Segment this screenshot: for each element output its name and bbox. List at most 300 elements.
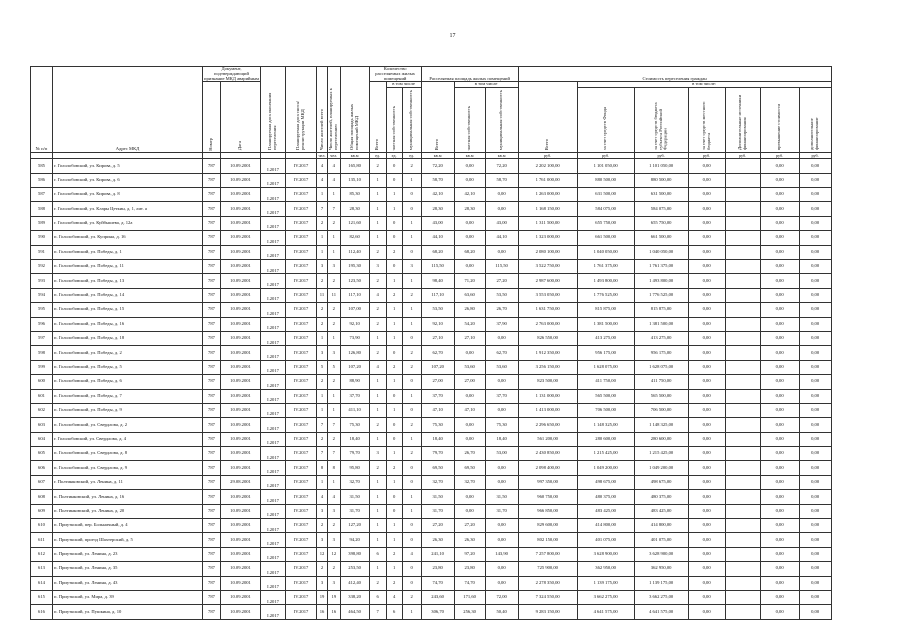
resettlement-date-cell: I.2017 xyxy=(261,188,286,202)
residents-planned-cell: 4 xyxy=(328,173,341,187)
unit-cell: ед. xyxy=(402,153,421,159)
resettlement-date-cell: I.2017 xyxy=(261,173,286,187)
doc-date-cell: 10.09.2001 xyxy=(221,533,261,547)
cost-extra-cell xyxy=(725,259,760,273)
rooms-municipal-cell: 1 xyxy=(402,389,421,403)
cost-extra-add-cell: 0,00 xyxy=(799,202,831,216)
area-total-cell: 243,60 xyxy=(421,590,454,604)
cost-extra-add-cell: 0,00 xyxy=(799,605,831,619)
cost-extra-add-cell: 0,00 xyxy=(799,245,831,259)
table-row xyxy=(31,403,832,417)
rooms-municipal-cell: 0 xyxy=(402,461,421,475)
doc-number-cell: 787 xyxy=(203,533,221,547)
cost-subject-cell: 3 662 275,00 xyxy=(634,590,688,604)
row-number: 616 xyxy=(31,605,53,619)
cost-local-cell: 0,00 xyxy=(688,331,725,345)
area-municipal-cell: 43,00 xyxy=(485,216,518,230)
table-row xyxy=(31,317,832,331)
area-private-cell: 42,10 xyxy=(454,188,485,202)
doc-number-cell: 787 xyxy=(203,461,221,475)
cost-total-cell: 7 324 550,00 xyxy=(518,590,577,604)
rooms-municipal-cell: 2 xyxy=(402,447,421,461)
area-private-cell: 26,30 xyxy=(454,533,485,547)
rooms-total-cell: 3 xyxy=(369,259,386,273)
total-area-cell: 75,30 xyxy=(340,418,369,432)
doc-date-cell: 10.09.2001 xyxy=(221,317,261,331)
area-private-cell: 74,70 xyxy=(454,576,485,590)
doc-date-cell: 10.09.2001 xyxy=(221,331,261,345)
row-number: 596 xyxy=(31,317,53,331)
cost-total-cell: 3 553 050,00 xyxy=(518,288,577,302)
demolition-date-cell: IV.2017 xyxy=(286,331,317,345)
area-total-cell: 28,30 xyxy=(421,202,454,216)
rooms-municipal-cell: 4 xyxy=(402,547,421,561)
address-cell: п. Гололобовский, ул. Победы, д. 14 xyxy=(53,288,203,302)
cost-extra-cell xyxy=(725,288,760,302)
cost-fund-cell: 362 950,00 xyxy=(577,562,634,576)
area-municipal-cell: 0,00 xyxy=(485,475,518,489)
cost-local-cell: 0,00 xyxy=(688,504,725,518)
demolition-date-cell: IV.2017 xyxy=(286,360,317,374)
address-cell: п. Гололобовский, ул. Победы, д. 2 xyxy=(53,346,203,360)
row-number: 593 xyxy=(31,274,53,288)
rooms-total-cell: 2 xyxy=(369,576,386,590)
doc-date-cell: 10.09.2001 xyxy=(221,274,261,288)
address-cell: п. Гололобовский, ул. Победы, д. 15 xyxy=(53,303,203,317)
demolition-date-cell: IV.2017 xyxy=(286,490,317,504)
rooms-private-cell: 1 xyxy=(386,202,402,216)
row-number: 605 xyxy=(31,447,53,461)
rooms-municipal-cell: 0 xyxy=(402,576,421,590)
row-number: 611 xyxy=(31,533,53,547)
cost-extra-add-cell: 0,00 xyxy=(799,346,831,360)
doc-date-cell: 10.09.2001 xyxy=(221,259,261,273)
rooms-total-cell: 1 xyxy=(369,375,386,389)
address-cell: п. Гололобовский, ул. Победы, д. 11 xyxy=(53,259,203,273)
cost-extra-over-cell: 0,00 xyxy=(760,475,799,489)
address-cell: п. Приуткский, ул. Ленина, д. 35 xyxy=(53,562,203,576)
rooms-municipal-cell: 1 xyxy=(402,231,421,245)
address-cell: п. Приуткский, ул. Мира, д. 39 xyxy=(53,590,203,604)
cost-extra-cell xyxy=(725,533,760,547)
cost-subject-cell: 1 148 325,00 xyxy=(634,418,688,432)
address-cell: п. Гололобовский, ул. Победы, д. 1 xyxy=(53,245,203,259)
cost-extra-add-cell: 0,00 xyxy=(799,475,831,489)
area-total-cell: 53,50 xyxy=(421,303,454,317)
residents-planned-cell: 3 xyxy=(328,576,341,590)
unit-cell: кв.м xyxy=(340,153,369,159)
residents-planned-cell: 1 xyxy=(328,245,341,259)
rooms-total-cell: 1 xyxy=(369,216,386,230)
residents-planned-cell: 3 xyxy=(328,346,341,360)
cost-total-cell: 3 522 750,00 xyxy=(518,259,577,273)
cost-extra-add-cell: 0,00 xyxy=(799,303,831,317)
doc-date-cell: 10.09.2001 xyxy=(221,303,261,317)
cost-subject-cell: 706 500,00 xyxy=(634,403,688,417)
cost-subject-cell: 956 175,00 xyxy=(634,346,688,360)
cost-local-cell: 0,00 xyxy=(688,389,725,403)
rooms-private-cell: 2 xyxy=(386,576,402,590)
address-cell: п. Гололобовский, ул. Победы, д. 7 xyxy=(53,389,203,403)
row-number: 594 xyxy=(31,288,53,302)
resettlement-table xyxy=(30,66,832,620)
residents-total-cell: 2 xyxy=(317,216,328,230)
area-private-cell: 26,70 xyxy=(454,447,485,461)
cost-subject-cell: 1 139 175,00 xyxy=(634,576,688,590)
cost-total-cell: 2 987 600,00 xyxy=(518,274,577,288)
cost-extra-add-cell: 0,00 xyxy=(799,533,831,547)
area-municipal-cell: 50,40 xyxy=(485,605,518,619)
cost-subject-cell: 362 950,00 xyxy=(634,562,688,576)
cost-fund-cell: 880 500,00 xyxy=(577,173,634,187)
cost-extra-add-cell: 0,00 xyxy=(799,504,831,518)
cost-extra-add-cell: 0,00 xyxy=(799,576,831,590)
cost-extra-over-cell: 0,00 xyxy=(760,346,799,360)
cost-extra-add-cell: 0,00 xyxy=(799,288,831,302)
residents-total-cell: 3 xyxy=(317,346,328,360)
doc-number-cell: 787 xyxy=(203,490,221,504)
cost-extra-add-cell: 0,00 xyxy=(799,519,831,533)
total-area-cell: 253,50 xyxy=(340,562,369,576)
cost-local-cell: 0,00 xyxy=(688,547,725,561)
doc-date-cell: 10.09.2001 xyxy=(221,389,261,403)
rooms-private-cell: 2 xyxy=(386,288,402,302)
total-area-cell: 117,10 xyxy=(340,288,369,302)
area-municipal-cell: 0,00 xyxy=(485,403,518,417)
cost-extra-over-cell: 0,00 xyxy=(760,461,799,475)
col-total-area: Общая площадь жилых помещений МКД xyxy=(340,67,369,153)
doc-number-cell: 787 xyxy=(203,159,221,173)
cost-subject-cell: 565 500,00 xyxy=(634,389,688,403)
cost-total-cell: 960 750,00 xyxy=(518,490,577,504)
residents-total-cell: 3 xyxy=(317,576,328,590)
cost-extra-cell xyxy=(725,231,760,245)
doc-date-cell: 10.09.2001 xyxy=(221,447,261,461)
cost-extra-over-cell: 0,00 xyxy=(760,245,799,259)
cost-extra-add-cell: 0,00 xyxy=(799,375,831,389)
rooms-private-cell: 0 xyxy=(386,259,402,273)
area-total-cell: 31,70 xyxy=(421,504,454,518)
residents-total-cell: 2 xyxy=(317,562,328,576)
table-row xyxy=(31,231,832,245)
area-total-cell: 306,70 xyxy=(421,605,454,619)
rooms-municipal-cell: 1 xyxy=(402,173,421,187)
cost-extra-add-cell: 0,00 xyxy=(799,547,831,561)
cost-subject-cell: 498 675,00 xyxy=(634,475,688,489)
area-total-cell: 92,10 xyxy=(421,317,454,331)
page-number: 17 xyxy=(449,33,456,39)
doc-date-cell: 10.09.2001 xyxy=(221,403,261,417)
rooms-municipal-cell: 0 xyxy=(402,519,421,533)
residents-planned-cell: 1 xyxy=(328,331,341,345)
cost-fund-cell: 815 875,00 xyxy=(577,303,634,317)
cost-local-cell: 0,00 xyxy=(688,188,725,202)
cost-fund-cell: 480 375,00 xyxy=(577,490,634,504)
demolition-date-cell: IV.2017 xyxy=(286,432,317,446)
residents-planned-cell: 3 xyxy=(328,533,341,547)
cost-local-cell: 0,00 xyxy=(688,274,725,288)
total-area-cell: 121,60 xyxy=(340,216,369,230)
residents-total-cell: 3 xyxy=(317,504,328,518)
cost-local-cell: 0,00 xyxy=(688,360,725,374)
area-municipal-cell: 0,00 xyxy=(485,519,518,533)
row-number: 603 xyxy=(31,418,53,432)
cost-total-cell: 725 900,00 xyxy=(518,562,577,576)
cost-total-cell: 2 202 100,00 xyxy=(518,159,577,173)
doc-number-cell: 787 xyxy=(203,590,221,604)
area-municipal-cell: 18,40 xyxy=(485,432,518,446)
cost-extra-over-cell: 0,00 xyxy=(760,418,799,432)
col-residents-total: Число жителей всего xyxy=(317,67,328,153)
demolition-date-cell: IV.2017 xyxy=(286,159,317,173)
rooms-private-cell: 6 xyxy=(386,605,402,619)
cost-local-cell: 0,00 xyxy=(688,303,725,317)
area-total-cell: 27,00 xyxy=(421,375,454,389)
area-municipal-cell: 0,00 xyxy=(485,202,518,216)
area-municipal-cell: 0,00 xyxy=(485,461,518,475)
cost-local-cell: 0,00 xyxy=(688,475,725,489)
cost-extra-over-cell: 0,00 xyxy=(760,303,799,317)
cost-extra-cell xyxy=(725,418,760,432)
demolition-date-cell: IV.2017 xyxy=(286,259,317,273)
cost-extra-over-cell: 0,00 xyxy=(760,288,799,302)
row-number: 599 xyxy=(31,360,53,374)
cost-total-cell: 561 200,00 xyxy=(518,432,577,446)
doc-number-cell: 787 xyxy=(203,576,221,590)
address-cell: п. Гололобовский, ул. Куприна, д. 16 xyxy=(53,231,203,245)
cost-subject-cell: 1 049 200,00 xyxy=(634,461,688,475)
cost-extra-cell xyxy=(725,519,760,533)
total-area-cell: 112,40 xyxy=(340,245,369,259)
unit-cell: руб. xyxy=(688,153,725,159)
doc-number-cell: 787 xyxy=(203,547,221,561)
cost-subject-cell: 1 776 525,00 xyxy=(634,288,688,302)
rooms-total-cell: 2 xyxy=(369,418,386,432)
area-private-cell: 23,80 xyxy=(454,562,485,576)
row-number: 600 xyxy=(31,375,53,389)
residents-total-cell: 7 xyxy=(317,418,328,432)
col-area-total: Всего xyxy=(421,82,454,153)
area-private-cell: 63,60 xyxy=(454,288,485,302)
total-area-cell: 92,10 xyxy=(340,317,369,331)
col-rooms-municipal: муниципальная собственность xyxy=(402,88,421,153)
cost-extra-add-cell: 0,00 xyxy=(799,389,831,403)
table-row xyxy=(31,432,832,446)
doc-date-cell: 10.09.2001 xyxy=(221,159,261,173)
rooms-municipal-cell: 0 xyxy=(402,375,421,389)
demolition-date-cell: IV.2017 xyxy=(286,288,317,302)
cost-fund-cell: 3 628 900,00 xyxy=(577,547,634,561)
cost-extra-add-cell: 0,00 xyxy=(799,259,831,273)
area-municipal-cell: 44,10 xyxy=(485,231,518,245)
table-row xyxy=(31,159,832,173)
cost-fund-cell: 1 628 075,00 xyxy=(577,360,634,374)
area-total-cell: 69,50 xyxy=(421,461,454,475)
cost-local-cell: 0,00 xyxy=(688,562,725,576)
residents-planned-cell: 2 xyxy=(328,562,341,576)
area-municipal-cell: 0,00 xyxy=(485,576,518,590)
residents-planned-cell: 7 xyxy=(328,447,341,461)
cost-subject-cell: 4 641 575,00 xyxy=(634,605,688,619)
total-area-cell: 88,90 xyxy=(340,375,369,389)
col-cost-total: Всего xyxy=(518,82,577,153)
total-area-cell: 165,80 xyxy=(340,159,369,173)
resettlement-date-cell: I.2017 xyxy=(261,432,286,446)
rooms-private-cell: 0 xyxy=(386,504,402,518)
area-private-cell: 0,00 xyxy=(454,346,485,360)
area-total-cell: 117,10 xyxy=(421,288,454,302)
cost-total-cell: 823 500,00 xyxy=(518,375,577,389)
cost-extra-cell xyxy=(725,303,760,317)
doc-date-cell: 10.09.2001 xyxy=(221,519,261,533)
cost-total-cell: 1 263 000,00 xyxy=(518,188,577,202)
row-number: 606 xyxy=(31,461,53,475)
cost-extra-add-cell: 0,00 xyxy=(799,188,831,202)
cost-fund-cell: 631 500,00 xyxy=(577,188,634,202)
rooms-private-cell: 1 xyxy=(386,533,402,547)
cost-fund-cell: 414 800,00 xyxy=(577,519,634,533)
table-row xyxy=(31,533,832,547)
cost-extra-cell xyxy=(725,605,760,619)
demolition-date-cell: IV.2017 xyxy=(286,231,317,245)
table-row xyxy=(31,360,832,374)
residents-planned-cell: 1 xyxy=(328,403,341,417)
doc-number-cell: 787 xyxy=(203,403,221,417)
residents-planned-cell: 11 xyxy=(328,288,341,302)
address-cell: г. Гололобовский, ул. Куйбышева, д. 12а xyxy=(53,216,203,230)
cost-fund-cell: 4 641 575,00 xyxy=(577,605,634,619)
doc-date-cell: 10.09.2001 xyxy=(221,504,261,518)
area-municipal-cell: 53,60 xyxy=(485,360,518,374)
col-cost-incl: в том числе: xyxy=(577,82,831,88)
cost-total-cell: 2 278 350,00 xyxy=(518,576,577,590)
row-number: 588 xyxy=(31,202,53,216)
table-row xyxy=(31,447,832,461)
cost-subject-cell: 401 075,00 xyxy=(634,533,688,547)
rooms-private-cell: 0 xyxy=(386,490,402,504)
cost-total-cell: 2 763 000,00 xyxy=(518,317,577,331)
cost-extra-over-cell: 0,00 xyxy=(760,317,799,331)
resettlement-date-cell: I.2017 xyxy=(261,245,286,259)
cost-extra-cell xyxy=(725,202,760,216)
area-municipal-cell: 53,50 xyxy=(485,288,518,302)
total-area-cell: 18,40 xyxy=(340,432,369,446)
residents-planned-cell: 12 xyxy=(328,547,341,561)
doc-date-cell: 10.09.2001 xyxy=(221,605,261,619)
area-municipal-cell: 0,00 xyxy=(485,188,518,202)
rooms-total-cell: 1 xyxy=(369,562,386,576)
cost-fund-cell: 1 215 425,00 xyxy=(577,447,634,461)
cost-extra-cell xyxy=(725,274,760,288)
area-private-cell: 47,10 xyxy=(454,403,485,417)
doc-number-cell: 787 xyxy=(203,274,221,288)
total-area-cell: 31,70 xyxy=(340,504,369,518)
area-total-cell: 74,70 xyxy=(421,576,454,590)
rooms-private-cell: 1 xyxy=(386,562,402,576)
total-area-cell: 126,80 xyxy=(340,346,369,360)
cost-extra-over-cell: 0,00 xyxy=(760,547,799,561)
area-total-cell: 68,20 xyxy=(421,245,454,259)
resettlement-date-cell: I.2017 xyxy=(261,216,286,230)
rooms-total-cell: 1 xyxy=(369,188,386,202)
address-cell: п. Приуткский, ул. Ленина, д. 23 xyxy=(53,547,203,561)
rooms-municipal-cell: 0 xyxy=(402,331,421,345)
rooms-private-cell: 0 xyxy=(386,173,402,187)
cost-extra-add-cell: 0,00 xyxy=(799,490,831,504)
cost-fund-cell: 401 075,00 xyxy=(577,533,634,547)
doc-date-cell: 10.09.2001 xyxy=(221,216,261,230)
doc-date-cell: 29.08.2001 xyxy=(221,475,261,489)
rooms-municipal-cell: 0 xyxy=(402,403,421,417)
col-cost-subject: за счет средств бюджета субъекта Российской Федерации xyxy=(634,88,688,153)
cost-extra-add-cell: 0,00 xyxy=(799,447,831,461)
rooms-total-cell: 1 xyxy=(369,533,386,547)
area-private-cell: 54,20 xyxy=(454,317,485,331)
cost-local-cell: 0,00 xyxy=(688,317,725,331)
residents-planned-cell: 4 xyxy=(328,490,341,504)
resettlement-date-cell: I.2017 xyxy=(261,418,286,432)
cost-fund-cell: 413 275,00 xyxy=(577,331,634,345)
cost-extra-add-cell: 0,00 xyxy=(799,173,831,187)
rooms-total-cell: 1 xyxy=(369,202,386,216)
cost-local-cell: 0,00 xyxy=(688,461,725,475)
cost-fund-cell: 1 493 800,00 xyxy=(577,274,634,288)
rooms-private-cell: 1 xyxy=(386,519,402,533)
cost-fund-cell: 3 662 275,00 xyxy=(577,590,634,604)
address-cell: п. Полтинковский, ул. Ленина, д. 20 xyxy=(53,504,203,518)
rooms-municipal-cell: 2 xyxy=(402,159,421,173)
doc-number-cell: 787 xyxy=(203,259,221,273)
residents-total-cell: 2 xyxy=(317,432,328,446)
cost-fund-cell: 483 425,00 xyxy=(577,504,634,518)
residents-total-cell: 1 xyxy=(317,188,328,202)
rooms-private-cell: 1 xyxy=(386,317,402,331)
total-area-cell: 32,70 xyxy=(340,475,369,489)
resettlement-date-cell: I.2017 xyxy=(261,317,286,331)
row-number: 610 xyxy=(31,519,53,533)
cost-subject-cell: 1 101 050,00 xyxy=(634,159,688,173)
address-cell: г. Гололобовский, ул. Свердлова, д. 4 xyxy=(53,432,203,446)
resettlement-date-cell: I.2017 xyxy=(261,346,286,360)
cost-fund-cell: 1 040 050,00 xyxy=(577,245,634,259)
area-total-cell: 27,20 xyxy=(421,519,454,533)
area-municipal-cell: 115,50 xyxy=(485,259,518,273)
cost-local-cell: 0,00 xyxy=(688,418,725,432)
col-area-incl: в том числе xyxy=(454,82,518,88)
rooms-private-cell: 0 xyxy=(386,432,402,446)
cost-extra-add-cell: 0,00 xyxy=(799,231,831,245)
rooms-municipal-cell: 3 xyxy=(402,259,421,273)
rooms-municipal-cell: 2 xyxy=(402,418,421,432)
cost-subject-cell: 414 800,00 xyxy=(634,519,688,533)
unit-cell: руб. xyxy=(799,153,831,159)
cost-extra-over-cell: 0,00 xyxy=(760,216,799,230)
rooms-private-cell: 0 xyxy=(386,418,402,432)
doc-number-cell: 787 xyxy=(203,173,221,187)
cost-subject-cell: 280 600,00 xyxy=(634,432,688,446)
area-total-cell: 98,40 xyxy=(421,274,454,288)
area-private-cell: 53,60 xyxy=(454,360,485,374)
cost-total-cell: 2 296 650,00 xyxy=(518,418,577,432)
cost-subject-cell: 483 425,00 xyxy=(634,504,688,518)
area-municipal-cell: 37,90 xyxy=(485,317,518,331)
cost-fund-cell: 1 049 200,00 xyxy=(577,461,634,475)
cost-fund-cell: 498 675,00 xyxy=(577,475,634,489)
area-municipal-cell: 53,00 xyxy=(485,447,518,461)
cost-extra-cell xyxy=(725,389,760,403)
col-cost-fund: за счет средств Фонда xyxy=(577,88,634,153)
cost-local-cell: 0,00 xyxy=(688,231,725,245)
